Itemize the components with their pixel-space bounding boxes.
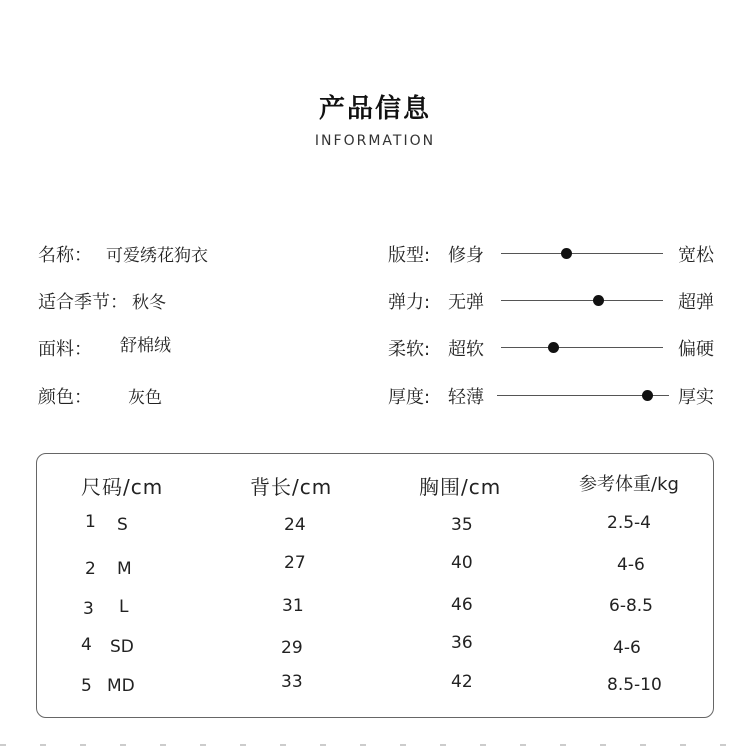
attr-high-label: 宽松 [678, 245, 714, 266]
page-title: 产品信息 [318, 94, 431, 124]
header-weight: 参考体重/kg [579, 474, 679, 495]
row-chest: 35 [451, 515, 473, 535]
row-chest: 36 [451, 633, 473, 653]
size-table [36, 453, 714, 718]
row-number: 1 [85, 512, 96, 532]
info-value: 舒棉绒 [120, 336, 171, 356]
info-value: 秋冬 [132, 293, 166, 313]
row-weight: 4-6 [617, 555, 645, 575]
row-chest: 42 [451, 672, 473, 692]
row-size: S [117, 515, 128, 535]
attr-scale-track [501, 300, 663, 301]
row-back-length: 31 [282, 596, 304, 616]
attr-label: 版型: [388, 245, 431, 266]
attr-low-label: 超软 [448, 339, 484, 360]
row-size: L [119, 597, 129, 617]
attr-fit [388, 241, 714, 265]
row-chest: 40 [451, 553, 473, 573]
info-color [38, 383, 162, 409]
header-size: 尺码/cm [81, 475, 164, 499]
attr-thickness [388, 383, 714, 407]
attr-elasticity [388, 288, 714, 312]
info-label: 名称： [38, 245, 92, 266]
row-weight: 2.5-4 [607, 513, 651, 533]
attr-scale-track [497, 395, 669, 396]
row-number: 5 [81, 676, 92, 696]
info-season [38, 288, 166, 314]
row-back-length: 24 [284, 515, 306, 535]
attr-softness [388, 335, 714, 359]
attr-high-label: 厚实 [678, 387, 714, 408]
attr-label: 厚度: [388, 387, 431, 408]
attr-scale-dot [642, 390, 653, 401]
header-chest: 胸围/cm [419, 475, 502, 499]
attr-scale-dot [593, 295, 604, 306]
row-chest: 46 [451, 595, 473, 615]
info-label: 颜色： [38, 387, 92, 408]
row-back-length: 29 [281, 638, 303, 658]
info-fabric [38, 335, 171, 361]
row-size: SD [110, 637, 134, 657]
attr-low-label: 修身 [448, 245, 484, 266]
attr-label: 弹力: [388, 292, 431, 313]
row-number: 4 [81, 635, 92, 655]
attr-label: 柔软: [388, 339, 431, 360]
attr-low-label: 无弹 [448, 292, 484, 313]
header-back-length: 背长/cm [250, 475, 333, 499]
attr-scale-dot [561, 248, 572, 259]
row-size: MD [107, 676, 135, 696]
row-back-length: 27 [284, 553, 306, 573]
info-label: 适合季节： [38, 292, 128, 313]
attr-high-label: 偏硬 [678, 339, 714, 360]
row-size: M [117, 559, 132, 579]
attr-low-label: 轻薄 [448, 387, 484, 408]
attr-scale-track [501, 253, 663, 254]
bottom-divider [0, 744, 750, 746]
attr-scale-dot [548, 342, 559, 353]
row-weight: 8.5-10 [607, 675, 662, 695]
row-number: 2 [85, 559, 96, 579]
info-value: 灰色 [128, 388, 162, 408]
attr-high-label: 超弹 [678, 292, 714, 313]
page-subtitle: INFORMATION [314, 133, 436, 149]
info-label: 面料： [38, 339, 92, 360]
row-number: 3 [83, 599, 94, 619]
row-weight: 6-8.5 [609, 596, 653, 616]
row-back-length: 33 [281, 672, 303, 692]
attr-scale-track [501, 347, 663, 348]
row-weight: 4-6 [613, 638, 641, 658]
info-value: 可爱绣花狗衣 [106, 246, 208, 266]
info-name [38, 241, 208, 267]
